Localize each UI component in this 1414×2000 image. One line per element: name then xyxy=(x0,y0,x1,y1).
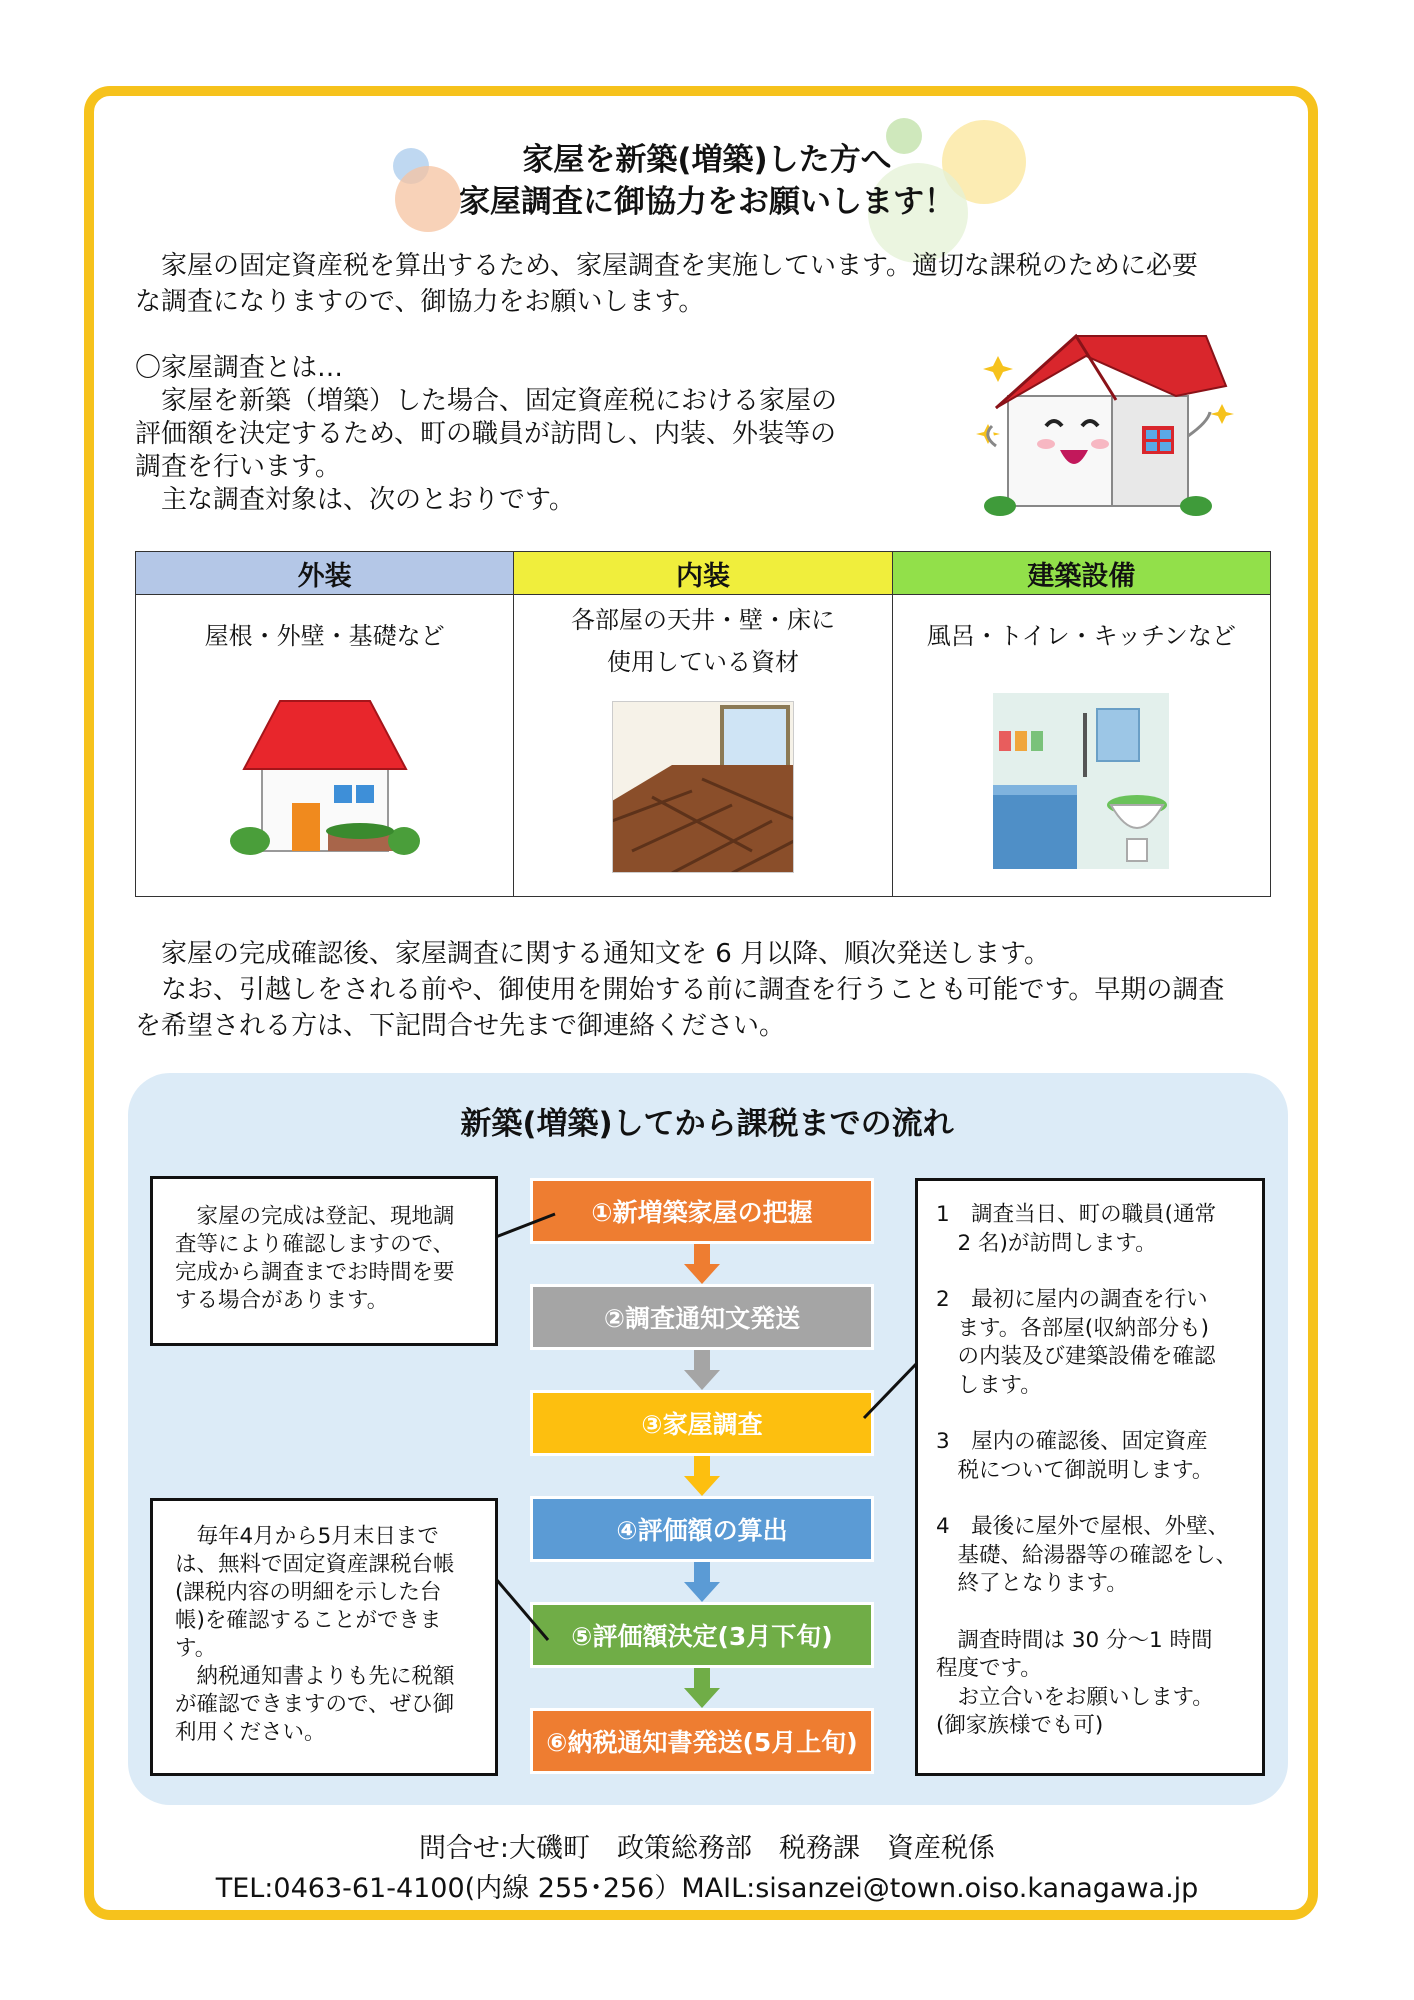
about-line4: 主な調査対象は、次のとおりです。 xyxy=(135,485,575,515)
note-line: 調査時間は 30 分～1 時間 xyxy=(936,1627,1213,1653)
intro-line1: 家屋の固定資産税を算出するため、家屋調査を実施しています。適切な課税のために必要 xyxy=(135,251,1198,281)
about-line2: 評価額を決定するため、町の職員が訪問し、内装、外装等の xyxy=(135,419,836,449)
flow-title: 新築(増築)してから課税までの流れ xyxy=(460,1106,954,1142)
notice-line1: 家屋の完成確認後、家屋調査に関する通知文を 6 月以降、順次発送します。 xyxy=(135,939,1050,969)
note-line: は、無料で固定資産課税台帳 xyxy=(175,1552,455,1577)
contact-tel-mail[interactable]: TEL:0463-61-4100(内線 255･256）MAIL:sisanzei@town.oiso.kanagawa.jp xyxy=(215,1873,1199,1904)
flow-step-5: ⑤評価額決定(3月下旬) xyxy=(530,1602,874,1668)
note-line: お立合いをお願いします。 xyxy=(936,1684,1214,1710)
intro-line2: な調査になりますので、御協力をお願いします。 xyxy=(135,287,705,317)
category-desc: 風呂・トイレ・キッチンなど xyxy=(926,622,1236,650)
note-line: 帳)を確認することができま xyxy=(175,1608,442,1633)
category-desc: 各部屋の天井・壁・床に xyxy=(570,606,835,634)
flow-step-2: ②調査通知文発送 xyxy=(530,1284,874,1350)
note-completion-check xyxy=(150,1176,498,1346)
note-line: (御家族様でも可) xyxy=(936,1713,1104,1738)
note-line: 完成から調査までお時間を要 xyxy=(175,1260,455,1285)
about-line3: 調査を行います。 xyxy=(135,452,341,482)
note-line: ます。各部屋(収納部分も) xyxy=(936,1315,1210,1341)
note-line: 程度です。 xyxy=(936,1656,1042,1681)
note-tax-ledger xyxy=(150,1498,498,1776)
note-line: 税について御説明します。 xyxy=(936,1457,1214,1483)
notice-line3: を希望される方は、下記問合せ先まで御連絡ください。 xyxy=(135,1011,786,1041)
contact-department: 問合せ:大磯町 政策総務部 税務課 資産税係 xyxy=(418,1833,996,1864)
note-line: 2 名)が訪問します。 xyxy=(936,1230,1157,1256)
note-line: 4 最後に屋外で屋根、外壁、 xyxy=(936,1514,1230,1539)
flow-step-1: ①新増築家屋の把握 xyxy=(530,1178,874,1244)
about-heading: 〇家屋調査とは… xyxy=(135,353,344,383)
note-line: します。 xyxy=(936,1372,1042,1398)
category-header-exterior: 外装 xyxy=(136,552,514,595)
note-line: 納税通知書よりも先に税額 xyxy=(175,1664,455,1689)
notice-line2: なお、引越しをされる前や、御使用を開始する前に調査を行うことも可能です。早期の調査 xyxy=(135,975,1225,1005)
note-line: する場合があります。 xyxy=(175,1288,389,1313)
note-line: 毎年4月から5月末日まで xyxy=(175,1524,439,1549)
note-line: 終了となります。 xyxy=(936,1571,1128,1596)
flow-step-6: ⑥納税通知書発送(5月上旬) xyxy=(530,1708,874,1774)
about-line1: 家屋を新築（増築）した場合、固定資産税における家屋の xyxy=(135,386,838,416)
category-desc: 屋根・外壁・基礎など xyxy=(204,622,445,650)
note-line: の内装及び建築設備を確認 xyxy=(936,1344,1216,1369)
note-line: 基礎、給湯器等の確認をし、 xyxy=(936,1542,1238,1568)
note-line: (課税内容の明細を示した台 xyxy=(175,1580,442,1605)
page-title-line2: 家屋調査に御協力をお願いします！ xyxy=(459,184,955,220)
category-desc: 使用している資材 xyxy=(606,648,799,676)
category-header-equipment: 建築設備 xyxy=(892,552,1270,595)
category-header-interior: 内装 xyxy=(514,552,892,595)
flow-step-4: ④評価額の算出 xyxy=(530,1496,874,1562)
page-title-line1: 家屋を新築(増築)した方へ xyxy=(522,142,892,178)
note-line: 3 屋内の確認後、固定資産 xyxy=(936,1429,1208,1454)
note-line: す。 xyxy=(175,1636,217,1661)
note-line: 1 調査当日、町の職員(通常 xyxy=(936,1202,1217,1227)
flow-step-3: ③家屋調査 xyxy=(530,1390,874,1456)
note-line: が確認できますので、ぜひ御 xyxy=(175,1692,455,1717)
note-line: 2 最初に屋内の調査を行い xyxy=(936,1287,1208,1312)
note-line: 家屋の完成は登記、現地調 xyxy=(175,1204,455,1229)
note-survey-details xyxy=(915,1178,1265,1776)
note-line: 査等により確認しますので、 xyxy=(175,1232,455,1257)
note-line: 利用ください。 xyxy=(175,1720,326,1745)
